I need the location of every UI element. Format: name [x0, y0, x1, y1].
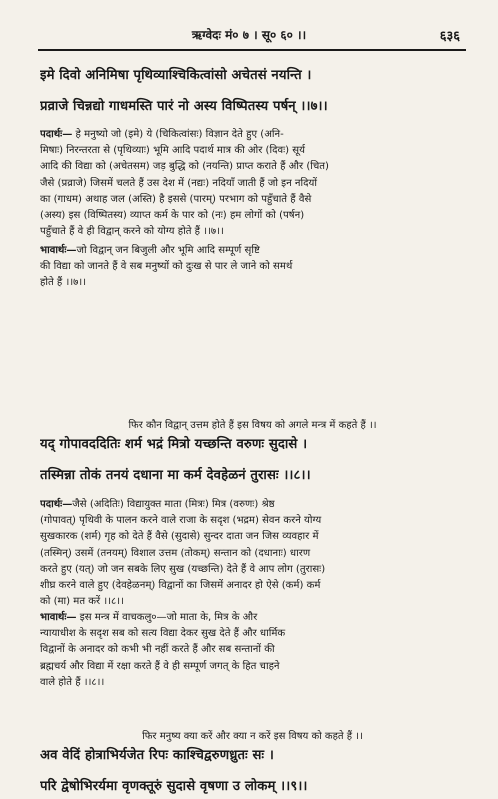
- bhavartha-8-line: ब्रह्मचर्य और विद्या में रक्षा करते हैं वे ही सम्पूर्ण जगत् के हित चाहने: [40, 660, 280, 672]
- bhavartha-8-line: वाले होते हैं ।।८।।: [40, 676, 105, 688]
- verse-9-line-1: अव वेदिं होत्राभिर्यजेत रिपः काश्चिद्वरुणध्रुतः सः ।: [40, 748, 274, 763]
- padartha-7-line: जैसे (प्रव्राजे) जिसमें चलते हैं उस देश में (नद्यः) नदियाँ जाती हैं जो इन नदियों: [40, 177, 317, 189]
- padartha-7-line: का (गाधम) अथाह जल (अस्ति) है इससे (पारम्) परभाग को पहुँचाते हैं वैसे: [40, 193, 312, 205]
- intro-8: फिर कौन विद्वान् उत्तम होते हैं इस विषय को अगले मन्त्र में कहते हैं ।।: [128, 420, 377, 431]
- verse-7-line-2: प्रव्राजे चिन्नद्यो गाधमस्ति पारं नो अस्य विष्पितस्य पर्षन् ।।७।।: [40, 99, 328, 114]
- padartha-7: [40, 127, 465, 240]
- bhavartha-label: भावार्थः—: [40, 245, 77, 256]
- verse-7-line-1: इमे दिवो अनिमिषा पृथिव्याश्चिकित्वांसो अचेतसं नयन्ति ।: [40, 68, 312, 83]
- padartha-8-line: शीघ्र करने वाले हुए (देवहेळनम्) विद्वानों का जिसमें अनादर हो ऐसे (कर्म) कर्म: [40, 579, 321, 591]
- bhavartha-7-line: की विद्या को जानते हैं वे सब मनुष्यों को दुःख से पार ले जाने को समर्थ: [40, 261, 293, 273]
- padartha-8-line: (तस्मिन्) उसमें (तनयम्) विशाल उत्तम (तोकम्) सन्तान को (दधानाः) धारण: [40, 547, 311, 559]
- running-header: [0, 26, 498, 48]
- bhavartha-7: [40, 243, 465, 292]
- padartha-8-line: (गोपावत्) पृथिवी के पालन करने वाले राजा के सदृश (भद्रम) सेवन करने योग्य: [40, 515, 322, 527]
- bhavartha-8-line: भावार्थः— इस मन्त्र में वाचकलु०—जो माता के, मित्र के और: [40, 612, 258, 623]
- padartha-8-line: पदार्थः—जैसे (अदितिः) विद्यायुक्त माता (मित्रः) मित्र (वरुणः) श्रेष्ठ: [40, 499, 275, 510]
- padartha-8-line: सुखकारक (शर्म) गृह को देते हैं वैसे (सुदासे) सुन्दर दाता जन जिस व्यवहार में: [40, 531, 319, 543]
- bhavartha-8-line: विद्वानों के अनादर को कभी भी नहीं करते हैं और सब सन्तानों की: [40, 644, 275, 656]
- page-number: ६३६: [439, 29, 460, 44]
- verse-8-line-2: तस्मिन्ना तोकं तनयं दधाना मा कर्म देवहेळनं तुरासः ।।८।।: [40, 468, 311, 483]
- padartha-label: पदार्थः—: [40, 499, 73, 510]
- padartha-8: [40, 497, 465, 610]
- bhavartha-7-line: होते हैं ।।७।।: [40, 277, 87, 289]
- bhavartha-8: [40, 610, 465, 691]
- verse-8-line-1: यद् गोपावददितिः शर्म भद्रं मित्रो यच्छन्ति वरुणः सुदासे ।: [40, 437, 308, 452]
- padartha-7-line: पहुँचाते हैं वे ही विद्वान् करने को योग्य होते हैं ।।७।।: [40, 226, 224, 238]
- bhavartha-7-line: भावार्थः—जो विद्वान् जन बिजुली और भूमि आदि सम्पूर्ण सृष्टि: [40, 245, 260, 256]
- padartha-7-line: (अस्य) इस (विष्पितस्य) व्याप्त कर्म के पार को (नः) हम लोगों को (पर्षन): [40, 209, 305, 221]
- intro-9: फिर मनुष्य क्या करें और क्या न करें इस विषय को कहते हैं ।।: [142, 731, 363, 742]
- verse-9-line-2: परि द्वेषोभिरर्यमा वृणक्तूरुं सुदासे वृषणा उ लोकम् ।।९।।: [40, 779, 308, 794]
- padartha-8-line: करते हुए (यत्) जो जन सबके लिए सुख (यच्छन्ति) देते हैं वे आप लोग (तुरासः): [40, 563, 326, 575]
- header-rule: [38, 49, 466, 51]
- padartha-label: पदार्थः—: [40, 129, 73, 140]
- bhavartha-8-line: न्यायाधीश के सदृश सब को सत्य विद्या देकर सुख देते हैं और धार्मिक: [40, 628, 286, 640]
- padartha-8-line: को (मा) मत करें ।।८।।: [40, 596, 124, 608]
- padartha-7-line: आदि की विद्या को (अचेतसम) जड़ बुद्धि को (नयन्ति) प्राप्त कराते हैं और (चित): [40, 161, 329, 173]
- header-title: ऋग्वेदः मं० ७ । सू० ६० ।।: [191, 28, 307, 42]
- bhavartha-label: भावार्थः—: [40, 612, 77, 623]
- padartha-7-line: पदार्थः— हे मनुष्यो जो (इमे) ये (चिकित्वांसः) विज्ञान देते हुए (अनि-: [40, 129, 284, 140]
- padartha-7-line: मिषाः) निरन्तरता से (पृथिव्याः) भूमि आदि पदार्थ मात्र की ओर (दिवः) सूर्य: [40, 145, 305, 157]
